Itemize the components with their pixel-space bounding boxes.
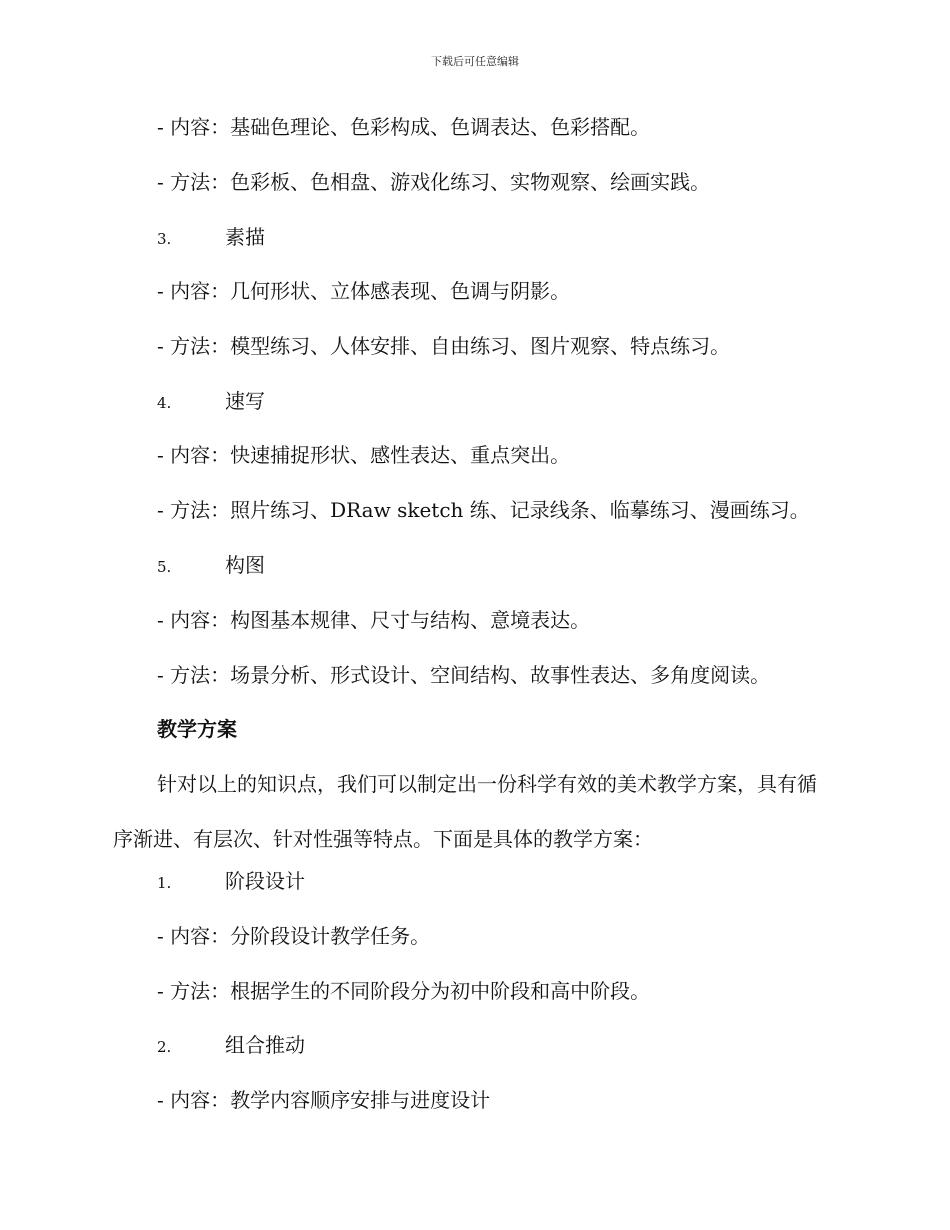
color-method-line: - 方法：色彩板、色相盘、游戏化练习、实物观察、绘画实践。 [157, 170, 711, 194]
item-title: 构图 [225, 553, 265, 577]
combination-content-line: - 内容：教学内容顺序安排与进度设计 [157, 1088, 491, 1112]
sketch-content-line: - 内容：几何形状、立体感表现、色调与阴影。 [157, 279, 571, 303]
stage-design-method-line: - 方法：根据学生的不同阶段分为初中阶段和高中阶段。 [157, 979, 651, 1003]
plan-intro-paragraph: 针对以上的知识点，我们可以制定出一份科学有效的美术教学方案，具有循序渐进、有层次、针对性强等特点。下面是具体的教学方案： [113, 772, 817, 851]
section-heading: 教学方案 [157, 717, 237, 741]
composition-content-line: - 内容：构图基本规律、尺寸与结构、意境表达。 [157, 608, 591, 632]
item-title: 素描 [225, 225, 265, 249]
item-number: 4. [157, 394, 172, 412]
item-number: 5. [157, 558, 172, 576]
composition-method-line: - 方法：场景分析、形式设计、空间结构、故事性表达、多角度阅读。 [157, 663, 771, 687]
item-number: 1. [157, 874, 172, 892]
item-number: 3. [157, 230, 172, 248]
sketch-item-heading [157, 223, 265, 253]
item-number: 2. [157, 1038, 172, 1056]
item-title: 阶段设计 [225, 869, 305, 893]
quick-sketch-item-heading [157, 387, 265, 417]
item-title: 组合推动 [225, 1033, 305, 1057]
composition-item-heading [157, 551, 265, 581]
sketch-method-line: - 方法：模型练习、人体安排、自由练习、图片观察、特点练习。 [157, 334, 731, 358]
combination-item-heading [157, 1031, 305, 1061]
stage-design-content-line: - 内容：分阶段设计教学任务。 [157, 924, 431, 948]
quick-sketch-method-line: - 方法：照片练习、DRaw sketch 练、记录线条、临摹练习、漫画练习。 [157, 498, 810, 522]
stage-design-item-heading [157, 867, 305, 897]
quick-sketch-content-line: - 内容：快速捕捉形状、感性表达、重点突出。 [157, 443, 571, 467]
page-header: 下载后可任意编辑 [431, 55, 519, 68]
item-title: 速写 [225, 389, 265, 413]
color-content-line: - 内容：基础色理论、色彩构成、色调表达、色彩搭配。 [157, 115, 651, 139]
